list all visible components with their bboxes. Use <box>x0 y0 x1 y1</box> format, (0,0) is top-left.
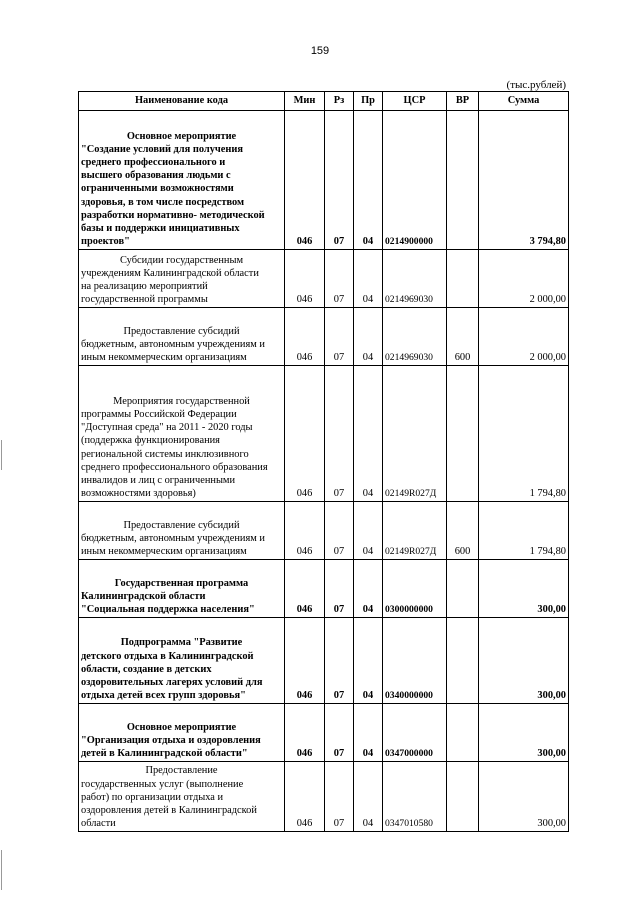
table-row <box>79 704 569 762</box>
row-name-heading: Предоставление субсидий <box>123 325 240 337</box>
row-min-cell: 046 <box>285 250 325 308</box>
row-name-heading: Подпрограмма "Развитие <box>120 637 243 649</box>
table-row <box>79 308 569 366</box>
row-min-cell: 046 <box>285 366 325 502</box>
table-row <box>79 618 569 704</box>
row-name-cell <box>79 308 285 366</box>
column-header-min: Мин <box>285 92 325 111</box>
row-min-cell: 046 <box>285 618 325 704</box>
row-pr-cell: 04 <box>354 560 383 618</box>
row-name-text: бюджетным, автономным учреждениям и иным некоммерческим организациям <box>81 532 265 557</box>
column-header-csr: ЦСР <box>383 92 447 111</box>
row-csr-cell: 0347010580 <box>383 762 447 832</box>
row-vr-cell <box>447 366 479 502</box>
budget-table <box>78 91 569 832</box>
row-vr-cell <box>447 560 479 618</box>
unit-label: (тыс.рублей) <box>506 79 566 91</box>
row-rz-cell: 07 <box>325 618 354 704</box>
row-name-text: бюджетным, автономным учреждениям и иным некоммерческим организациям <box>81 338 265 363</box>
row-rz-cell: 07 <box>325 308 354 366</box>
row-vr-cell <box>447 111 479 250</box>
row-rz-cell: 07 <box>325 502 354 560</box>
row-rz-cell: 07 <box>325 560 354 618</box>
row-csr-cell: 02149R027Д <box>383 366 447 502</box>
row-rz-cell: 07 <box>325 762 354 832</box>
row-sum-cell: 1 794,80 <box>479 502 569 560</box>
row-vr-cell: 600 <box>447 308 479 366</box>
row-vr-cell <box>447 250 479 308</box>
row-name-text: программы Российской Федерации "Доступная среда" на 2011 - 2020 годы (поддержка функционирования региональной системы инклюзивного среднего профессионального образования инвалидов и лиц с ограниченными возможностями здоровья) <box>81 409 268 499</box>
row-min-cell: 046 <box>285 308 325 366</box>
row-name-heading: Предоставление субсидий <box>123 519 240 531</box>
row-name-text: детского отдыха в Калининградской области, создание в детских оздоровительных лагерях условий для отдыха детей всех групп здоровья" <box>81 650 263 701</box>
table-row <box>79 250 569 308</box>
row-sum-cell: 2 000,00 <box>479 250 569 308</box>
row-csr-cell: 0214969030 <box>383 250 447 308</box>
table-row <box>79 366 569 502</box>
row-csr-cell: 0214900000 <box>383 111 447 250</box>
table-row <box>79 762 569 832</box>
row-name-cell <box>79 704 285 762</box>
row-name-text: учреждениям Калининградской области на реализацию мероприятий государственной программы <box>81 267 259 305</box>
row-min-cell: 046 <box>285 111 325 250</box>
column-header-vr: ВР <box>447 92 479 111</box>
table-header-row <box>79 92 569 111</box>
row-name-heading: Мероприятия государственной <box>113 396 250 408</box>
row-min-cell: 046 <box>285 502 325 560</box>
row-name-cell <box>79 502 285 560</box>
row-pr-cell: 04 <box>354 704 383 762</box>
column-header-rz: Рз <box>325 92 354 111</box>
row-vr-cell <box>447 704 479 762</box>
row-vr-cell: 600 <box>447 502 479 560</box>
row-min-cell: 046 <box>285 762 325 832</box>
row-pr-cell: 04 <box>354 366 383 502</box>
row-name-cell <box>79 111 285 250</box>
table-row <box>79 502 569 560</box>
page-number: 159 <box>310 45 330 57</box>
row-csr-cell: 0214969030 <box>383 308 447 366</box>
row-name-text: "Создание условий для получения среднего профессионального и высшего образования людьми с ограниченными возможностями здоровья, в том числе посредством разработки нормативно- методической базы и поддержки инициативных проектов" <box>81 144 265 247</box>
row-min-cell: 046 <box>285 560 325 618</box>
row-rz-cell: 07 <box>325 111 354 250</box>
row-rz-cell: 07 <box>325 704 354 762</box>
row-min-cell: 046 <box>285 704 325 762</box>
row-pr-cell: 04 <box>354 502 383 560</box>
row-name-cell <box>79 618 285 704</box>
row-csr-cell: 02149R027Д <box>383 502 447 560</box>
row-csr-cell: 0340000000 <box>383 618 447 704</box>
row-name-text: Калининградской области "Социальная поддержка населения" <box>81 590 255 615</box>
row-csr-cell: 0347000000 <box>383 704 447 762</box>
row-name-heading: Субсидии государственным <box>119 254 244 266</box>
row-name-cell <box>79 366 285 502</box>
row-csr-cell: 0300000000 <box>383 560 447 618</box>
row-name-text: государственных услуг (выполнение работ) по организации отдыха и оздоровления детей в Калининградской области <box>81 778 257 829</box>
scan-margin-marks <box>0 0 4 905</box>
row-vr-cell <box>447 618 479 704</box>
row-name-heading: Предоставление <box>145 765 218 777</box>
row-rz-cell: 07 <box>325 250 354 308</box>
row-sum-cell: 300,00 <box>479 762 569 832</box>
row-pr-cell: 04 <box>354 308 383 366</box>
row-sum-cell: 2 000,00 <box>479 308 569 366</box>
row-pr-cell: 04 <box>354 762 383 832</box>
row-name-cell <box>79 762 285 832</box>
row-pr-cell: 04 <box>354 111 383 250</box>
column-header-name: Наименование кода <box>79 92 285 111</box>
row-name-cell <box>79 560 285 618</box>
row-name-heading: Основное мероприятие <box>126 721 237 733</box>
row-name-text: "Организация отдыха и оздоровления детей в Калининградской области" <box>81 734 261 759</box>
row-name-heading: Основное мероприятие <box>126 131 237 143</box>
row-pr-cell: 04 <box>354 618 383 704</box>
row-sum-cell: 300,00 <box>479 618 569 704</box>
column-header-pr: Пр <box>354 92 383 111</box>
row-name-heading: Государственная программа <box>114 577 249 589</box>
row-sum-cell: 1 794,80 <box>479 366 569 502</box>
row-vr-cell <box>447 762 479 832</box>
row-sum-cell: 300,00 <box>479 560 569 618</box>
row-sum-cell: 3 794,80 <box>479 111 569 250</box>
row-pr-cell: 04 <box>354 250 383 308</box>
row-rz-cell: 07 <box>325 366 354 502</box>
table-row <box>79 560 569 618</box>
row-sum-cell: 300,00 <box>479 704 569 762</box>
table-row <box>79 111 569 250</box>
row-name-cell <box>79 250 285 308</box>
column-header-sum: Сумма <box>479 92 569 111</box>
